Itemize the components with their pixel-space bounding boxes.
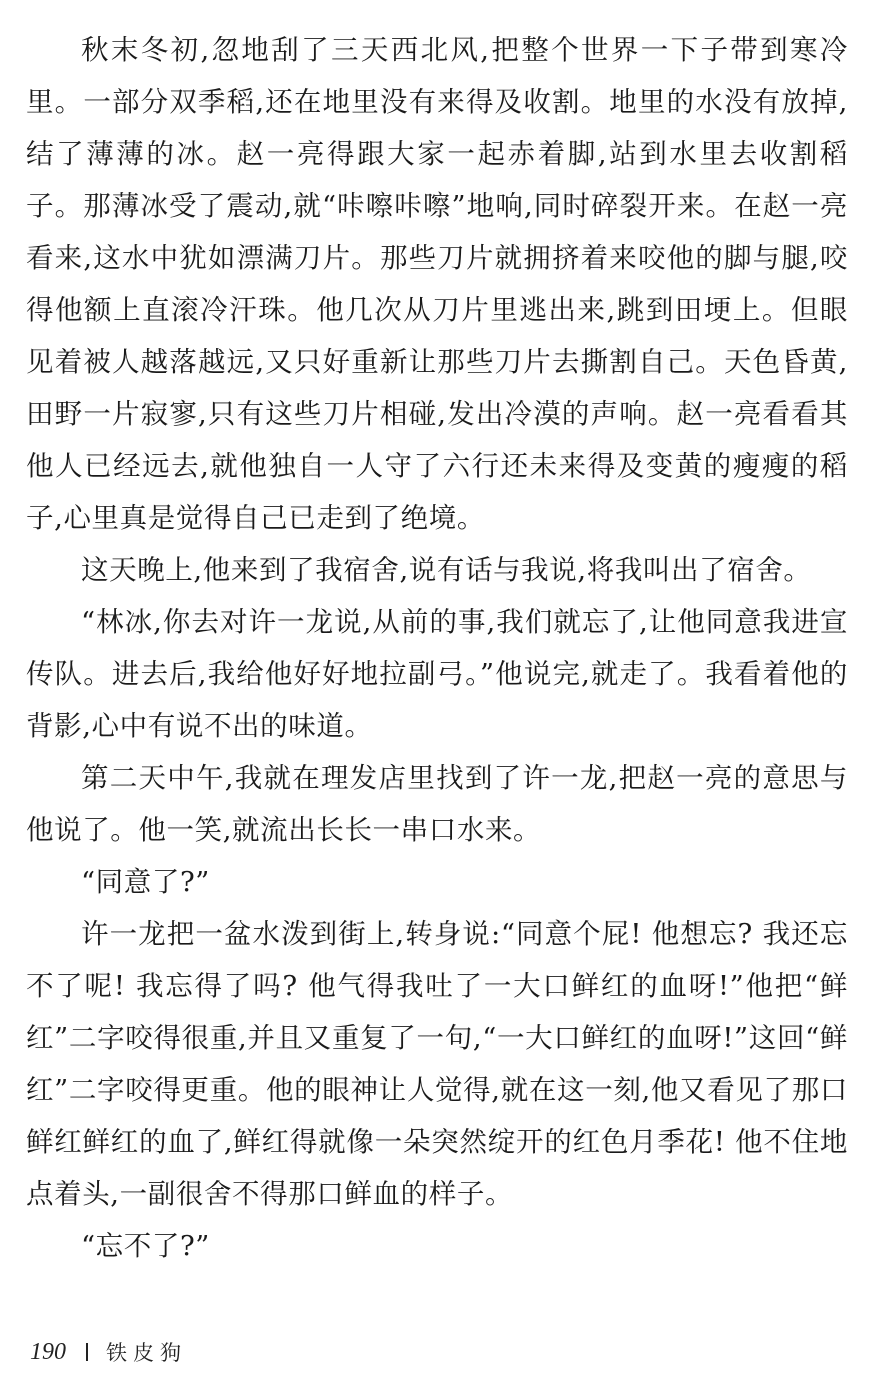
paragraph: “同意了?” xyxy=(81,866,210,898)
paragraph: “忘不了?” xyxy=(81,1230,210,1262)
paragraph: “林冰,你去对许一龙说,从前的事,我们就忘了,让他同意我进宣传队。进去后,我给他好好地拉副弓。”他说完,就走了。我看着他的背影,心中有说不出的味道。 xyxy=(26,606,848,742)
paragraph: 第二天中午,我就在理发店里找到了许一龙,把赵一亮的意思与他说了。他一笑,就流出长长一串口水来。 xyxy=(26,762,848,846)
page-number: 190 xyxy=(30,1338,66,1365)
paragraph: 这天晚上,他来到了我宿舍,说有话与我说,将我叫出了宿舍。 xyxy=(81,554,812,586)
page-footer xyxy=(30,1334,187,1370)
book-title: 铁皮狗 xyxy=(106,1341,187,1365)
paragraph: 秋末冬初,忽地刮了三天西北风,把整个世界一下子带到寒冷里。一部分双季稻,还在地里没有来得及收割。地里的水没有放掉,结了薄薄的冰。赵一亮得跟大家一起赤着脚,站到水里去收割稻子。那薄冰受了震动,就“咔嚓咔嚓”地响,同时碎裂开来。在赵一亮看来,这水中犹如漂满刀片。那些刀片就拥挤着来咬他的脚与腿,咬得他额上直滚冷汗珠。他几次从刀片里逃出来,跳到田埂上。但眼见着被人越落越远,又只好重新让那些刀片去撕割自己。天色昏黄,田野一片寂寥,只有这些刀片相碰,发出冷漠的声响。赵一亮看看其他人已经远去,就他独自一人守了六行还未来得及变黄的瘦瘦的稻子,心里真是觉得自己已走到了绝境。 xyxy=(26,34,848,534)
page-body xyxy=(26,24,848,1272)
paragraph: 许一龙把一盆水泼到街上,转身说:“同意个屁! 他想忘? 我还忘不了呢! 我忘得了吗? 他气得我吐了一大口鲜红的血呀!”他把“鲜红”二字咬得很重,并且又重复了一句,“一大口鲜红的血呀!”这回“鲜红”二字咬得更重。他的眼神让人觉得,就在这一刻,他又看见了那口鲜红鲜红的血了,鲜红得就像一朵突然绽开的红色月季花! 他不住地点着头,一副很舍不得那口鲜血的样子。 xyxy=(26,918,848,1210)
footer-divider xyxy=(86,1343,88,1361)
